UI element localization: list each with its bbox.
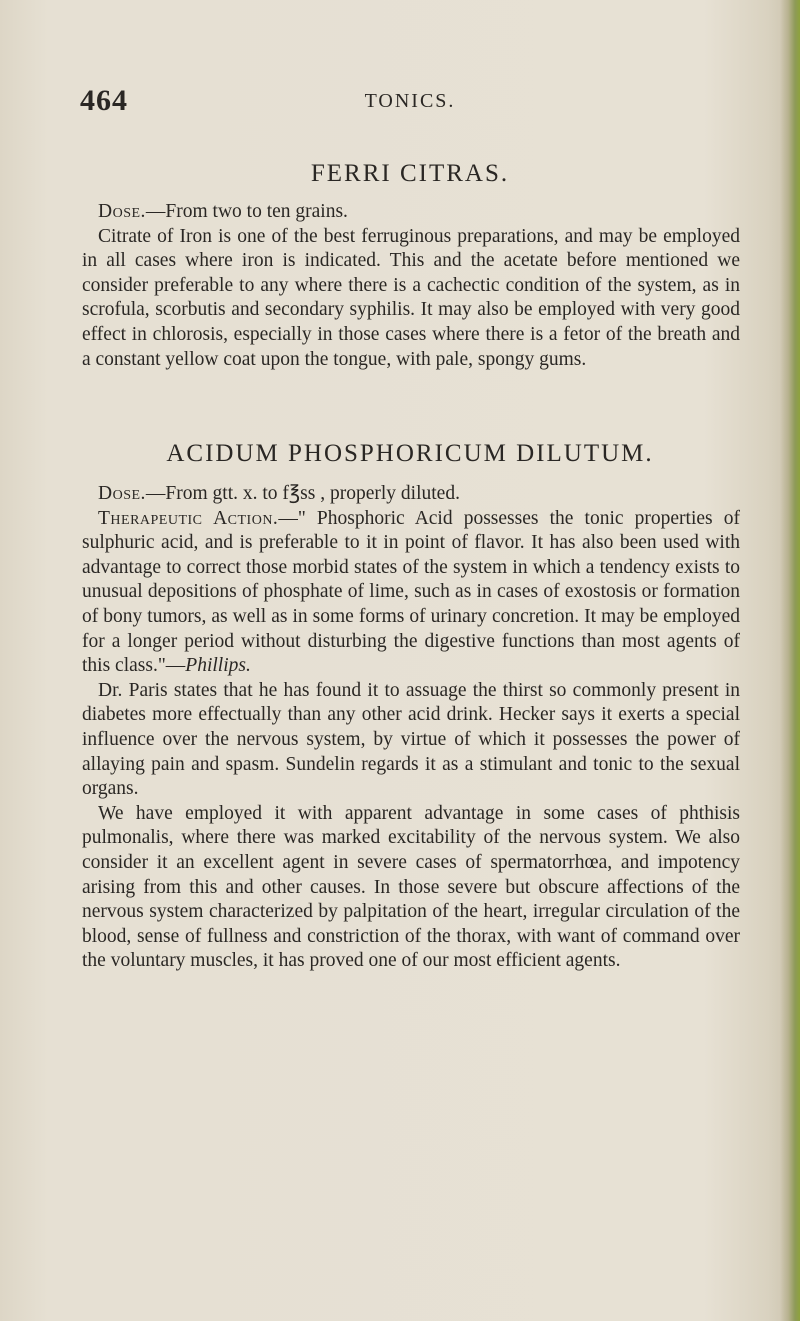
- ferri-citras-body: [82, 200, 740, 372]
- paris-paragraph: Dr. Paris states that he has found it to assuage the thirst so commonly present in diabetes more effectually than any other acid drink. Hecker says it exerts a special influence over the nervous system, by virtue of which it possesses the power of allaying pain and spasm. Sundelin regards it as a stimulant and tonic to the sexual organs.: [82, 679, 740, 800]
- page-number: 464: [80, 84, 128, 117]
- action-text: —" Phosphoric Acid possesses the tonic properties of sulphuric acid, and is preferable to it in point of flavor. It has also been used with advantage to correct those morbid states of the system in which a tendency exists to unusual depositions of phosphate of lime, such as in cases of exostosis or formation of bony tumors, as well as in some forms of urinary concretion. It may be employed for a longer period without disturbing the digestive functions than most agents of this class."—: [82, 507, 740, 677]
- ferri-dose-line: [82, 200, 740, 225]
- dose-label: Dose.: [98, 201, 146, 222]
- page-header: [80, 84, 740, 120]
- employment-paragraph: We have employed it with apparent advantage in some cases of phthisis pulmonalis, where there was marked excitability of the nervous system. We also consider it an excellent agent in severe cases of spermatorrhœa, and impotency arising from this and other causes. In those severe but obscure affections of the nervous system characterized by palpitation of the heart, irregular circulation of the blood, sense of fullness and constriction of the thorax, with want of command over the voluntary muscles, it has proved one of our most efficient agents.: [82, 802, 740, 972]
- running-head: TONICS.: [364, 90, 456, 112]
- section-heading-ferri-citras: FERRI CITRAS.: [310, 160, 510, 187]
- page-edge: [780, 0, 800, 1321]
- dose-text: —From gtt. x. to f℥ss , properly diluted.: [145, 483, 460, 504]
- acidum-body: [82, 482, 740, 974]
- therapeutic-action-paragraph: [82, 507, 740, 679]
- dose-label: Dose.: [98, 483, 146, 504]
- action-source: Phillips.: [185, 655, 251, 677]
- section-heading-acidum: ACIDUM PHOSPHORICUM DILUTUM.: [166, 440, 654, 467]
- dose-text: —From two to ten grains.: [145, 201, 348, 222]
- action-label: Therapeutic Action.: [98, 507, 279, 529]
- acidum-dose-line: [82, 482, 740, 507]
- ferri-paragraph: Citrate of Iron is one of the best ferruginous preparations, and may be employed in all cases where iron is indicated. This and the acetate before mentioned we consider preferable to any where there is a cachectic condition of the system, as in scrofula, scorbutis and secondary syphilis. It may also be employed with very good effect in chlorosis, especially in those cases where there is a fetor of the breath and a constant yellow coat upon the tongue, with pale, spongy gums.: [82, 225, 740, 370]
